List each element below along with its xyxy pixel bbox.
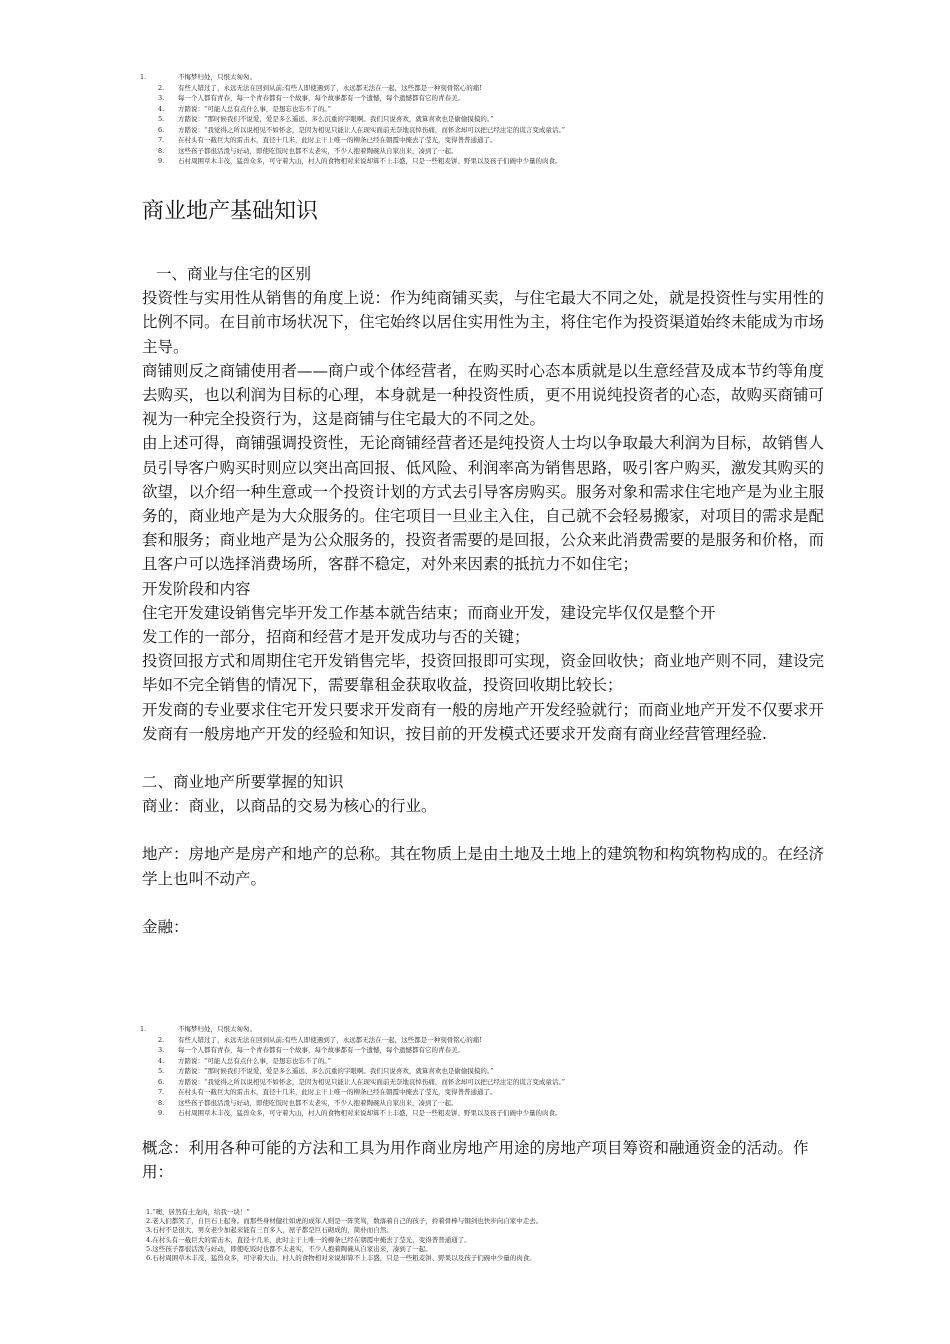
list-item-text: 方踏说：“那时候我们不说爱，爱是多么遥远、多么沉重的字眼啊。我们只说喜欢，就算喜欢也是偷偷摸摸的。” bbox=[178, 1067, 494, 1075]
list-item-number: 3. bbox=[158, 94, 165, 102]
list-item-number: 4. bbox=[158, 1056, 165, 1065]
list-item-text: 石村周围草木丰茂，猛兽众多，可守着大山，村人的食物相对来说却算不上丰盛，只是一些粗麦饼、野果以及孩子们碗中少量的肉食。 bbox=[178, 1109, 562, 1117]
list-item: 5.这些孩子都很活泼与好动，即使吃饭时也都不太老实，不少人抱着陶碗从自家出来，凑到了一起。 bbox=[146, 1244, 432, 1253]
list-item-text: 在村头有一截巨大的雷击木，直径十几米，此时主干上唯一的柳条已经在朝霞中掩去了莹光，变得普普通通了。 bbox=[178, 1088, 497, 1096]
list-item-text: 这些孩子都很活泼与好动，即使吃饭时也都不太老实，不少人抱着陶碗从自家出来，凑到了一起。 bbox=[178, 146, 458, 155]
paragraph: 金融： bbox=[142, 917, 189, 936]
paragraph: 概念：利用各种可能的方法和工具为用作商业房地产用途的房地产项目筹资和融通资金的活动。作用： bbox=[142, 1139, 809, 1182]
list-item-number: 5. bbox=[158, 115, 165, 123]
section-heading: 一、商业与住宅的区别 bbox=[156, 265, 312, 283]
paragraph: 商铺则反之商铺使用者——商户或个体经营者，在购买时心态本质就是以生意经营及成本节约等角度去购买，也以利润为目标的心理，本身就是一种投资性质，更不用说纯投资者的心态，故购买商铺可视为一种完全投资行为，这是商铺与住宅最大的不同之处。 bbox=[142, 361, 825, 429]
list-item-number: 2. bbox=[158, 83, 165, 92]
list-item bbox=[140, 156, 840, 167]
list-item-number: 9. bbox=[158, 157, 165, 165]
paragraph: 地产：房地产是房产和地产的总称。其在物质上是由土地及土地上的建筑物和构筑物构成的。在经济学上也叫不动产。 bbox=[142, 845, 825, 888]
list-item bbox=[140, 1108, 840, 1119]
list-item-number: 9. bbox=[158, 1109, 165, 1117]
list-item-text: 方踏说：“可能人总有点什么事，是想忘也忘不了的。” bbox=[178, 1056, 331, 1065]
paragraph: 由上述可得，商铺强调投资性，无论商铺经营者还是纯投资人士均以争取最大利润为目标，故销售人员引导客户购买时则应以突出高回报、低风险、利润率高为销售思路，吸引客户购买，激发其购买的欲望，以介绍一种生意或一个投资计划的方式去引导客房购买。服务对象和需求住宅地产是为业主服务的，商业地产是为大众服务的。住宅项目一旦业主入住，自己就不会轻易搬家，对项目的需求是配套和服务；商业地产是为公众服务的，投资者需要的是回报，公众来此消费需要的是服务和价格，而且客户可以选择消费场所，客群不稳定，对外来因素的抵抗力不如住宅； bbox=[142, 434, 825, 574]
document-title: 商业地产基础知识 bbox=[142, 199, 319, 224]
list-item-text: 方踏说：“我觉得之所以说相见不如怀念，是因为相见只能让人在现实面前无奈地哀悼伤痛，而怀念却可以把已经注定的谎言变成童话。” bbox=[178, 1077, 565, 1086]
list-item-number: 5. bbox=[158, 1067, 165, 1075]
list-item bbox=[140, 72, 840, 83]
list-item bbox=[140, 104, 840, 115]
paragraph: 发工作的一部分，招商和经营才是开发成功与否的关键； bbox=[142, 628, 530, 647]
list-item-number: 6. bbox=[158, 1077, 165, 1086]
list-item-number: 8. bbox=[158, 1098, 165, 1107]
list-item-text: 方踏说：“那时候我们不说爱，爱是多么遥远、多么沉重的字眼啊。我们只说喜欢，就算喜欢也是偷偷摸摸的。” bbox=[178, 115, 494, 123]
list-item: 4.在村头有一截巨大的雷击木，直径十几米，此时主干上唯一的柳条已经在朝霞中掩去了莹光，变得普普通通了。 bbox=[146, 1235, 471, 1244]
list-item bbox=[140, 114, 840, 125]
list-item-number: 7. bbox=[158, 1088, 165, 1096]
bottom-numbered-list bbox=[146, 1208, 846, 1263]
list-item: 3.石村不是很大，男女老少加起来能有三百多人，屋子都是巨石砌成的，简朴而自然。 bbox=[146, 1226, 393, 1235]
list-item bbox=[140, 1066, 840, 1077]
document-body bbox=[142, 262, 826, 939]
section-heading: 二、商业地产所要掌握的知识 bbox=[142, 773, 344, 792]
list-item bbox=[140, 1077, 840, 1088]
list-item-number: 4. bbox=[158, 104, 165, 113]
list-item bbox=[140, 1035, 840, 1046]
list-item-text: 有些人错过了，永远无法在回到从前;有些人即使遇到了，永远都无法在一起，这些都是一种刻骨铭心的痛! bbox=[178, 83, 482, 92]
list-item bbox=[140, 1045, 840, 1056]
list-item-number: 3. bbox=[158, 1046, 165, 1054]
list-item-text: 这些孩子都很活泼与好动，即使吃饭时也都不太老实，不少人抱着陶碗从自家出来，凑到了一起。 bbox=[178, 1098, 458, 1107]
paragraph: 开发阶段和内容 bbox=[142, 579, 251, 598]
list-item-text: 每一个人都有青春，每一个青春都有一个故事，每个故事都有一个遗憾，每个遗憾都有它的青春美。 bbox=[178, 94, 464, 102]
paragraph: 商业：商业，以商品的交易为核心的行业。 bbox=[142, 797, 437, 816]
list-item-text: 石村周围草木丰茂，猛兽众多，可守着大山，村人的食物相对来说却算不上丰盛，只是一些粗麦饼、野果以及孩子们碗中少量的肉食。 bbox=[178, 157, 562, 165]
paragraph: 投资回报方式和周期住宅开发销售完毕，投资回报即可实现，资金回收快；商业地产则不同，建设完毕如不完全销售的情况下，需要靠租金获取收益，投资回收期比较长； bbox=[142, 652, 825, 695]
middle-numbered-list bbox=[140, 1024, 840, 1119]
paragraph: 住宅开发建设销售完毕开发工作基本就告结束；而商业开发，建设完毕仅仅是整个开 bbox=[142, 603, 716, 622]
list-item bbox=[140, 1024, 840, 1035]
paragraph: 投资性与实用性从销售的角度上说：作为纯商铺买卖，与住宅最大不同之处，就是投资性与实用性的比例不同。在目前市场状况下，住宅始终以居住实用性为主，将住宅作为投资渠道始终未能成为市场主导。 bbox=[142, 289, 825, 356]
list-item: 1.“噢，居然有土龙肉，给我一块！” bbox=[146, 1208, 250, 1216]
list-item: 6.石村周围草木丰茂，猛兽众多，可守着大山，村人的食物相对来说却算不上丰盛，只是一些粗麦饼、野果以及孩子们碗中少量的肉食。 bbox=[146, 1254, 536, 1263]
list-item-text: 在村头有一截巨大的雷击木，直径十几米，此时主干上唯一的柳条已经在朝霞中掩去了莹光，变得普普通通了。 bbox=[178, 136, 497, 144]
list-item-text: 每一个人都有青春，每一个青春都有一个故事，每个故事都有一个遗憾，每个遗憾都有它的青春美。 bbox=[178, 1046, 464, 1054]
list-item-number: 2. bbox=[158, 1035, 165, 1044]
blank-line bbox=[142, 891, 826, 915]
list-item bbox=[140, 146, 840, 157]
list-item-text: 方踏说：“我觉得之所以说相见不如怀念，是因为相见只能让人在现实面前无奈地哀悼伤痛，而怀念却可以把已经注定的谎言变成童话。” bbox=[178, 125, 565, 134]
list-item-number: 6. bbox=[158, 125, 165, 134]
document-body-continued bbox=[142, 1136, 826, 1184]
blank-line bbox=[142, 818, 826, 842]
list-item bbox=[140, 93, 840, 104]
blank-line bbox=[142, 746, 826, 770]
list-item: 2.老人们都笑了，自巨石上起身。而那些身材健壮如虎的成年人则是一阵笑骂，数落着自己的孩子，拎着骨棒与铜剑也快步向自家中走去。 bbox=[146, 1217, 543, 1226]
list-item-text: 方踏说：“可能人总有点什么事，是想忘也忘不了的。” bbox=[178, 104, 331, 113]
list-item-number: 1. bbox=[140, 1025, 147, 1033]
list-item bbox=[140, 1087, 840, 1098]
list-item bbox=[140, 1098, 840, 1109]
list-item-text: 不悔梦归处，只恨太匆匆。 bbox=[178, 1025, 256, 1033]
list-item bbox=[140, 125, 840, 136]
top-numbered-list bbox=[140, 72, 840, 167]
list-item-text: 不悔梦归处，只恨太匆匆。 bbox=[178, 73, 256, 81]
list-item-text: 有些人错过了，永远无法在回到从前;有些人即使遇到了，永远都无法在一起，这些都是一种刻骨铭心的痛! bbox=[178, 1035, 482, 1044]
list-item bbox=[140, 1056, 840, 1067]
list-item-number: 7. bbox=[158, 136, 165, 144]
list-item bbox=[140, 83, 840, 94]
list-item-number: 8. bbox=[158, 146, 165, 155]
list-item bbox=[140, 135, 840, 146]
paragraph: 开发商的专业要求住宅开发只要求开发商有一般的房地产开发经验就行；而商业地产开发不仅要求开发商有一般房地产开发的经验和知识，按目前的开发模式还要求开发商有商业经营管理经验. bbox=[142, 700, 825, 743]
list-item-number: 1. bbox=[140, 73, 147, 81]
